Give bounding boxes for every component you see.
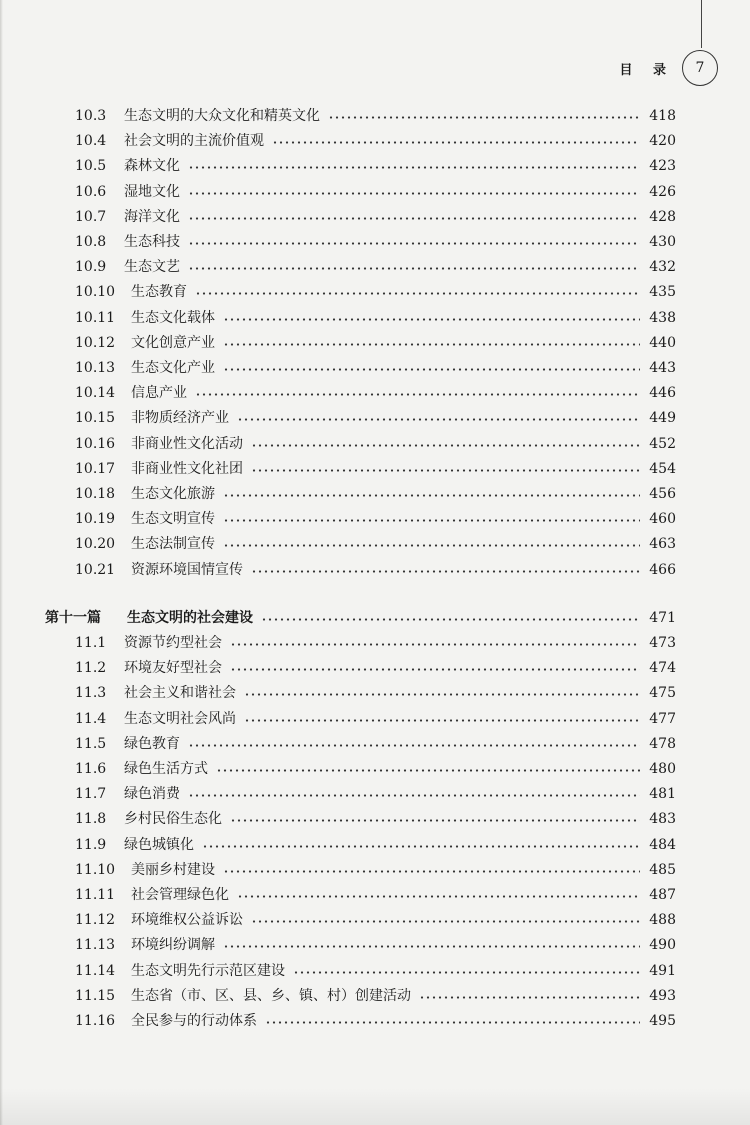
dot-leader: [230, 656, 640, 681]
toc-entry-title: 信息产业: [131, 385, 187, 402]
toc-entry-page: 430: [649, 234, 676, 250]
toc-entry-page: 491: [649, 962, 676, 979]
toc-entry-page: 443: [649, 360, 676, 376]
toc-entry-number: 第十一篇: [45, 609, 101, 626]
toc-entry-page: 481: [649, 786, 676, 803]
toc-entry[interactable]: [0, 833, 750, 858]
toc-entry-page: 466: [649, 561, 676, 578]
dot-leader: [328, 104, 640, 129]
toc-entry-page: 487: [649, 887, 676, 903]
toc-entry-title: 生态文艺: [124, 259, 180, 276]
dot-leader: [230, 807, 640, 832]
toc-entry-page: 454: [649, 460, 676, 477]
toc-entry[interactable]: [0, 255, 750, 280]
toc-entry-number: 11.14: [75, 962, 116, 979]
toc-entry-number: 11.13: [75, 937, 116, 954]
dot-leader: [230, 631, 640, 656]
header-title: 目 录: [619, 62, 674, 78]
toc-entry-title: 资源环境国情宣传: [131, 561, 243, 578]
dot-leader: [223, 306, 640, 331]
dot-leader: [223, 858, 640, 883]
toc-entry-title: 生态省（市、区、县、乡、镇、村）创建活动: [131, 987, 411, 1004]
dot-leader: [202, 833, 640, 858]
toc-entry-page: 485: [649, 861, 676, 878]
toc-entry-page: 471: [649, 609, 676, 626]
toc-entry-number: 11.8: [75, 811, 107, 828]
toc-entry[interactable]: [0, 230, 750, 255]
toc-entry-page: 493: [649, 987, 676, 1004]
toc-entry-page: 475: [649, 685, 676, 702]
dot-leader: [188, 255, 640, 280]
toc-entry-number: 10.21: [75, 561, 116, 578]
toc-entry-number: 10.6: [75, 183, 107, 200]
toc-part-heading[interactable]: [0, 606, 750, 631]
toc-entry-number: 11.10: [75, 861, 116, 878]
toc-entry-number: 11.6: [75, 761, 107, 777]
toc-entry-title: 乡村民俗生态化: [124, 811, 222, 828]
toc-entry-number: 11.16: [75, 1013, 116, 1029]
toc-entry-title: 绿色教育: [124, 735, 180, 752]
toc-entry-title: 生态文化旅游: [131, 486, 215, 502]
toc-entry-page: 438: [649, 309, 676, 326]
toc-entry-title: 生态文明社会风尚: [124, 710, 236, 727]
dot-leader: [251, 432, 640, 457]
dot-leader: [244, 681, 640, 706]
header-rule: [701, 0, 702, 48]
toc-entry[interactable]: [0, 432, 750, 457]
toc-entry-number: 10.3: [75, 108, 107, 124]
toc-entry-title: 森林文化: [124, 158, 180, 175]
dot-leader: [216, 757, 640, 782]
dot-leader: [223, 482, 640, 507]
toc-entry-number: 10.16: [75, 435, 116, 452]
toc-entry-page: 488: [649, 912, 676, 929]
toc-entry[interactable]: [0, 732, 750, 757]
toc-entry-title: 非物质经济产业: [131, 410, 229, 427]
dot-leader: [188, 732, 640, 757]
toc-entry-title: 绿色生活方式: [124, 761, 208, 777]
toc-entry-page: 452: [649, 435, 676, 452]
toc-entry[interactable]: [0, 681, 750, 706]
toc-entry-page: 449: [649, 410, 676, 427]
dot-leader: [188, 180, 640, 205]
toc-entry-title: 海洋文化: [124, 208, 180, 225]
dot-leader: [188, 782, 640, 807]
toc-entry-title: 环境友好型社会: [124, 660, 222, 677]
dot-leader: [265, 1009, 640, 1034]
toc-entry-page: 495: [649, 1013, 676, 1029]
toc-entry[interactable]: [0, 457, 750, 482]
toc-entry-number: 11.7: [75, 786, 107, 803]
toc-entry-page: 432: [649, 259, 676, 276]
toc-entry-title: 环境纠纷调解: [131, 937, 215, 954]
toc-entry[interactable]: [0, 104, 750, 129]
toc-entry-title: 湿地文化: [124, 183, 180, 200]
toc-entry-number: 11.5: [75, 735, 107, 752]
toc-entry-number: 11.9: [75, 836, 107, 853]
toc-entry-title: 生态法制宣传: [131, 536, 215, 553]
toc-entry-page: 484: [649, 836, 676, 853]
toc-entry[interactable]: [0, 507, 750, 532]
toc-entry[interactable]: [0, 959, 750, 984]
dot-leader: [223, 331, 640, 356]
toc-entry-page: 473: [649, 635, 676, 651]
toc-entry-page: 460: [649, 511, 676, 528]
toc-entry-page: 423: [649, 158, 676, 175]
toc-entry-page: 483: [649, 811, 676, 828]
toc-entry-number: 11.1: [75, 635, 107, 651]
toc-entry-title: 环境维权公益诉讼: [131, 912, 243, 929]
toc-entry-number: 11.12: [75, 912, 116, 929]
toc-entry-title: 非商业性文化活动: [131, 435, 243, 452]
dot-leader: [237, 883, 640, 908]
toc-entry-page: 477: [649, 710, 676, 727]
toc-entry-title: 非商业性文化社团: [131, 460, 243, 477]
toc-entry-number: 10.9: [75, 259, 107, 276]
toc-entry[interactable]: [0, 381, 750, 406]
toc-entry[interactable]: [0, 331, 750, 356]
toc-entry[interactable]: [0, 482, 750, 507]
toc-entry-title: 美丽乡村建设: [131, 861, 215, 878]
dot-leader: [223, 933, 640, 958]
toc-entry[interactable]: [0, 1009, 750, 1034]
toc-entry-page: 420: [649, 133, 676, 150]
toc-entry-title: 全民参与的行动体系: [131, 1013, 257, 1029]
toc-entry[interactable]: [0, 154, 750, 179]
toc-entry-number: 10.11: [75, 309, 116, 326]
toc-entry-number: 11.2: [75, 660, 107, 677]
toc-entry-number: 11.11: [75, 887, 116, 903]
toc-entry-page: 446: [649, 385, 676, 402]
toc-entry[interactable]: [0, 129, 750, 154]
toc-entry[interactable]: [0, 356, 750, 381]
toc-entry-title: 社会文明的主流价值观: [124, 133, 264, 150]
toc-entry-title: 生态文化载体: [131, 309, 215, 326]
toc-entry[interactable]: [0, 280, 750, 305]
toc-entry-title: 资源节约型社会: [124, 635, 222, 651]
dot-leader: [244, 707, 640, 732]
toc-entry[interactable]: [0, 306, 750, 331]
page-number-badge: [682, 50, 718, 86]
toc-entry-title: 生态文明的社会建设: [127, 609, 253, 626]
toc-entry-page: 463: [649, 536, 676, 553]
toc-entry-page: 428: [649, 208, 676, 225]
toc-entry-title: 生态教育: [131, 284, 187, 301]
dot-leader: [419, 984, 640, 1009]
toc-entry[interactable]: [0, 908, 750, 933]
toc-entry-title: 生态科技: [124, 234, 180, 250]
dot-leader: [188, 154, 640, 179]
toc-entry[interactable]: [0, 984, 750, 1009]
toc-entry[interactable]: [0, 757, 750, 782]
dot-leader: [272, 129, 640, 154]
dot-leader: [261, 606, 640, 631]
toc-entry-page: 480: [649, 761, 676, 777]
running-header: [619, 48, 718, 88]
dot-leader: [251, 558, 640, 583]
toc-entry-number: 10.4: [75, 133, 107, 150]
dot-leader: [251, 908, 640, 933]
toc-entry[interactable]: [0, 707, 750, 732]
page-number: 7: [695, 60, 705, 76]
dot-leader: [237, 406, 640, 431]
toc-entry-number: 10.10: [75, 284, 116, 301]
toc-entry[interactable]: [0, 858, 750, 883]
toc-entry-title: 文化创意产业: [131, 334, 215, 351]
toc-entry-page: 474: [649, 660, 676, 677]
toc-entry[interactable]: [0, 933, 750, 958]
toc-entry[interactable]: [0, 782, 750, 807]
toc-entry-number: 10.8: [75, 234, 107, 250]
toc-entry[interactable]: [0, 205, 750, 230]
toc-entry[interactable]: [0, 180, 750, 205]
toc-entry-title: 生态文明的大众文化和精英文化: [124, 108, 320, 124]
toc-entry-number: 10.20: [75, 536, 116, 553]
dot-leader: [195, 381, 640, 406]
toc-entry-title: 生态文明先行示范区建设: [131, 962, 285, 979]
toc-entry-page: 435: [649, 284, 676, 301]
dot-leader: [293, 959, 640, 984]
toc-entry[interactable]: [0, 807, 750, 832]
toc-entry-number: 10.19: [75, 511, 116, 528]
toc-entry-title: 社会主义和谐社会: [124, 685, 236, 702]
toc-entry[interactable]: [0, 406, 750, 431]
toc-entry-number: 10.15: [75, 410, 116, 427]
toc-entry-title: 生态文明宣传: [131, 511, 215, 528]
toc-entry[interactable]: [0, 883, 750, 908]
toc-entry-number: 10.18: [75, 486, 116, 502]
dot-leader: [188, 205, 640, 230]
toc-entry-title: 社会管理绿色化: [131, 887, 229, 903]
dot-leader: [251, 457, 640, 482]
dot-leader: [223, 507, 640, 532]
toc-entry-number: 10.7: [75, 208, 107, 225]
toc-entry-page: 440: [649, 334, 676, 351]
toc-entry[interactable]: [0, 631, 750, 656]
toc-entry-page: 490: [649, 937, 676, 954]
toc-entry[interactable]: [0, 656, 750, 681]
toc-entry-number: 10.5: [75, 158, 107, 175]
toc-entry-title: 绿色城镇化: [124, 836, 194, 853]
toc-entry-number: 10.14: [75, 385, 116, 402]
toc-entry-number: 10.12: [75, 334, 116, 351]
toc-entry-page: 418: [649, 108, 676, 124]
toc-entry-number: 11.4: [75, 710, 107, 727]
toc-entry[interactable]: [0, 532, 750, 557]
toc-entry-number: 11.15: [75, 987, 116, 1004]
dot-leader: [223, 356, 640, 381]
toc-entry-page: 456: [649, 486, 676, 502]
toc-entry[interactable]: [0, 558, 750, 583]
dot-leader: [188, 230, 640, 255]
toc-entry-number: 10.13: [75, 360, 116, 376]
page-bottom-shadow: [0, 1088, 750, 1125]
dot-leader: [195, 280, 640, 305]
toc-entry-number: 10.17: [75, 460, 116, 477]
toc-entry-page: 478: [649, 735, 676, 752]
toc-entry-title: 生态文化产业: [131, 360, 215, 376]
toc-entry-number: 11.3: [75, 685, 107, 702]
toc-entry-title: 绿色消费: [124, 786, 180, 803]
toc-entry-page: 426: [649, 183, 676, 200]
dot-leader: [223, 532, 640, 557]
